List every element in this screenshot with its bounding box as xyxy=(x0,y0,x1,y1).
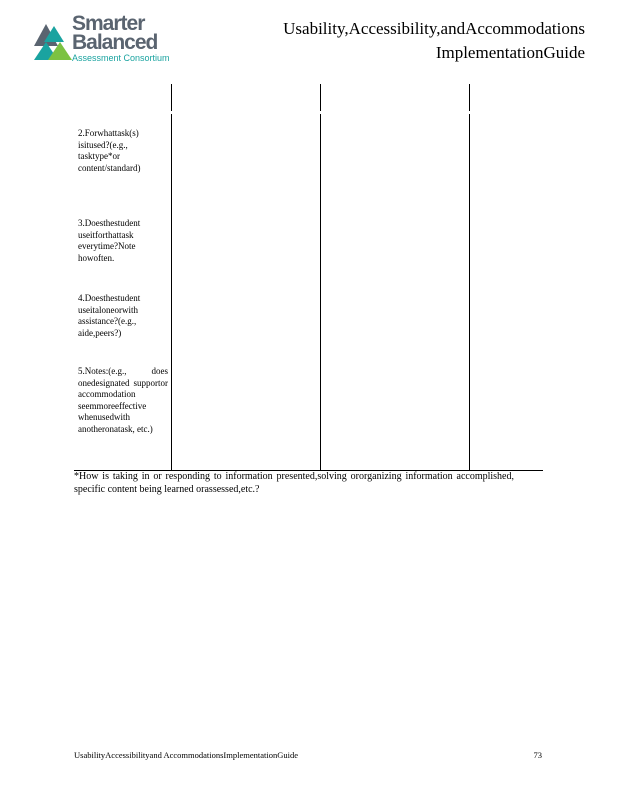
table-column-divider-1b xyxy=(171,114,172,470)
table-column-divider-1 xyxy=(171,84,172,111)
page-footer-title: UsabilityAccessibilityand AccommodationsImplementationGuide xyxy=(74,750,299,760)
document-title xyxy=(283,17,585,65)
table-column-divider-3 xyxy=(469,84,470,111)
smarter-balanced-logo xyxy=(32,12,182,64)
logo-triangles-icon xyxy=(32,12,74,62)
document-title-line-1: Usability,Accessibility,andAccommodations xyxy=(283,19,585,38)
table-footnote: *How is taking in or responding to information presented,solving ororganizing information accomplished, specific content being learned orassessed,etc.? xyxy=(74,471,514,495)
table-column-divider-2 xyxy=(320,84,321,111)
table-row-question-4: 4.Doesthestudent useitaloneorwith assistance?(e.g., aide,peers?) xyxy=(78,293,141,338)
table-row-question-5: 5.Notes:(e.g., does onedesignated supportor accommodation seemmoreeffective whenusedwith anotheronatask, etc.) xyxy=(78,366,168,434)
page-number: 73 xyxy=(533,750,542,760)
document-title-line-2: ImplementationGuide xyxy=(435,43,585,62)
table-column-divider-3b xyxy=(469,114,470,470)
table-row-question-2: 2.Forwhattask(s) isitused?(e.g., tasktype*or content/standard) xyxy=(78,128,141,173)
logo-word-smarter: Smarter xyxy=(72,12,145,35)
table-column-divider-2b xyxy=(320,114,321,470)
table-row-question-3: 3.Doesthestudent useitforthattask everytime?Note howoften. xyxy=(78,218,141,263)
logo-word-balanced: Balanced xyxy=(72,31,158,54)
logo-subtitle: Assessment Consortium xyxy=(72,53,170,63)
